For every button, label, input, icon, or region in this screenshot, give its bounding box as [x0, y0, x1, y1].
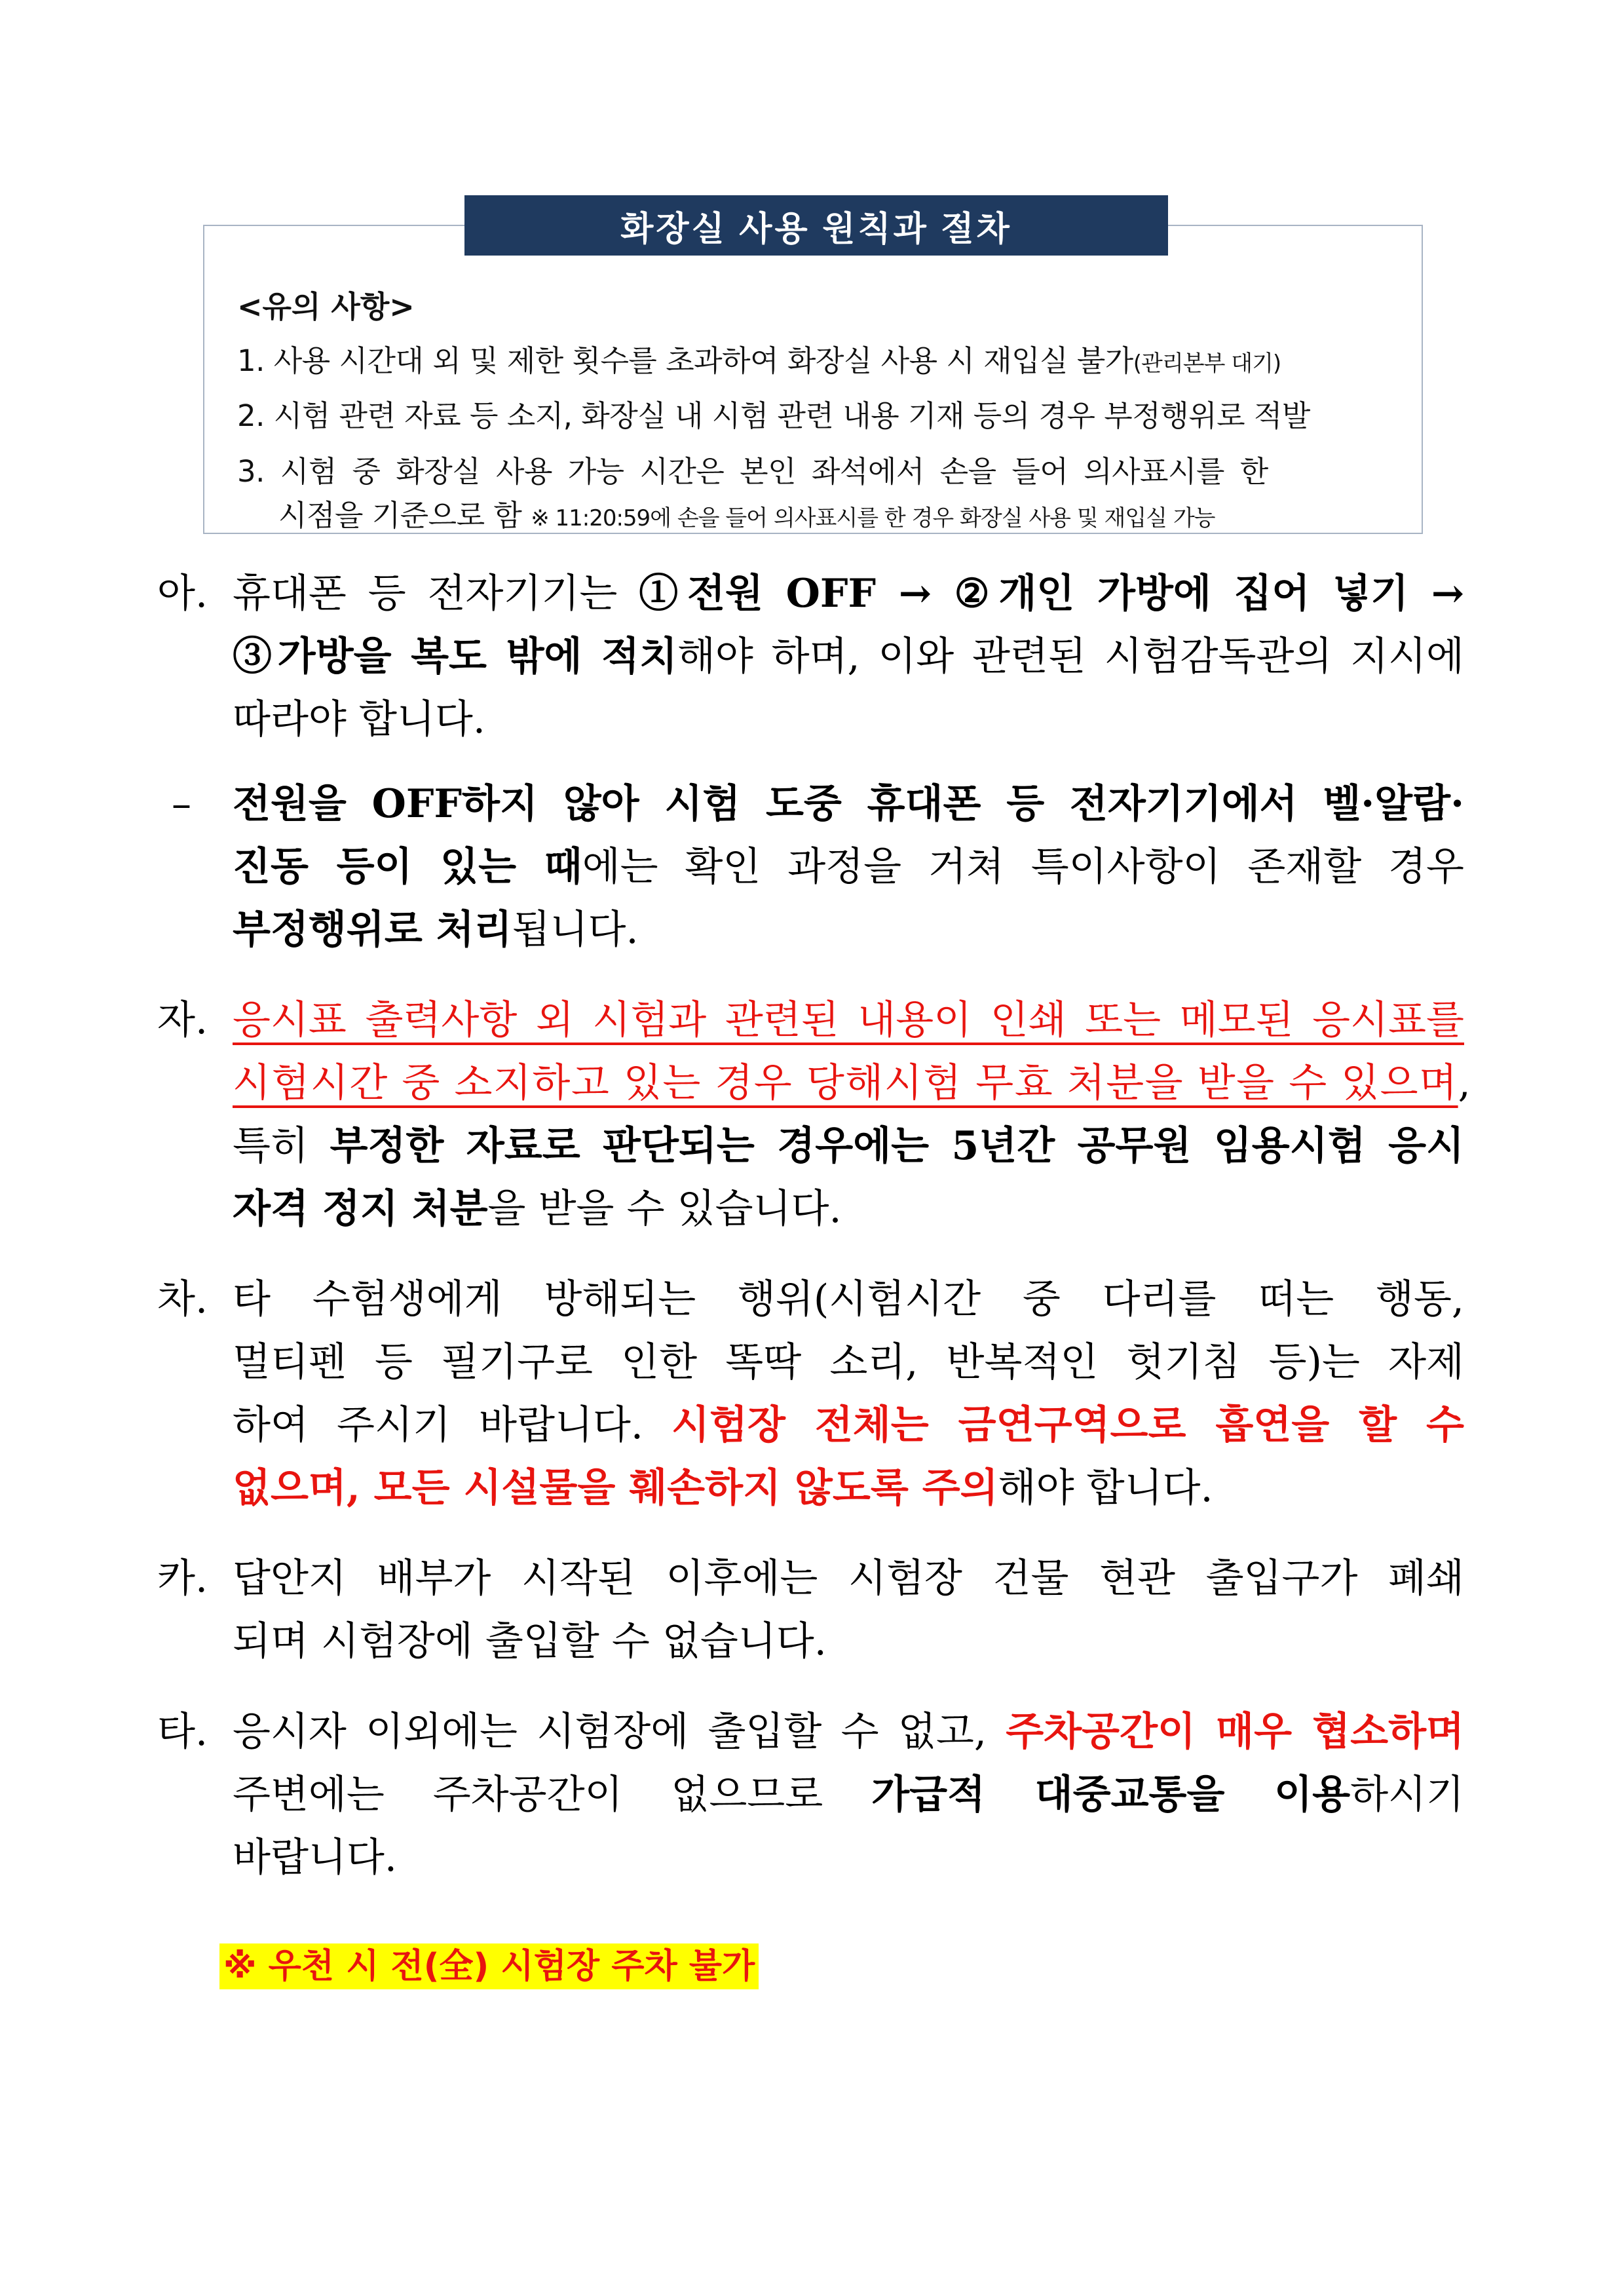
section-a-l1-bold: ①전원 OFF → ②개인 가방에 집어 넣기 →	[639, 571, 1464, 617]
section-ja-line-3	[233, 1122, 1464, 1170]
section-a-sub-l2-bold: 진동 등이 있는 때	[233, 844, 582, 890]
section-a-line-2	[233, 633, 1464, 680]
section-ja-l2-plain: ,	[1458, 1060, 1471, 1106]
section-ta-marker: 타.	[157, 1709, 208, 1755]
section-cha-line-2: 멀티펜 등 필기구로 인한 똑딱 소리, 반복적인 헛기침 등)는 자제	[233, 1339, 1464, 1385]
section-a-sub-line-2	[233, 843, 1464, 890]
notice-item-3-cont	[278, 491, 1215, 534]
section-ka-line-1: 답안지 배부가 시작된 이후에는 시험장 건물 현관 출입구가 폐쇄	[233, 1556, 1464, 1601]
section-ka-marker: 카.	[157, 1556, 208, 1601]
section-cha-line-4	[233, 1464, 1213, 1512]
section-cha-l4-red: 없으며, 모든 시설물을 훼손하지 않도록 주의	[233, 1465, 998, 1511]
section-ja-l4-bold: 자격 정지 처분	[233, 1186, 488, 1232]
notice-item-1-text: 1. 사용 시간대 외 및 제한 횟수를 초과하여 화장실 사용 시 재입실 불가	[237, 343, 1133, 378]
section-a-l2-plain: 해야 하며, 이와 관련된 시험감독관의 지시에	[677, 634, 1464, 679]
section-ja-l3-bold: 부정한 자료로 판단되는 경우에는 5년간 공무원 임용시험 응시	[330, 1123, 1464, 1169]
section-a-sub-line-1: 전원을 OFF하지 않아 시험 도중 휴대폰 등 전자기기에서 벨·알람·	[233, 781, 1464, 827]
section-a-sub-line-3	[233, 906, 639, 953]
section-ta-l2-bold: 가급적 대중교통을 이용	[871, 1772, 1351, 1818]
section-a-l2-bold: ③가방을 복도 밖에 적치	[233, 634, 677, 679]
notice-item-3-cont-text: 시점을 기준으로 함	[278, 498, 522, 533]
section-a-sub-marker: –	[172, 781, 191, 827]
section-a-sub-l2-plain: 에는 확인 과정을 거쳐 특이사항이 존재할 경우	[582, 844, 1464, 890]
section-ja-marker: 자.	[157, 997, 208, 1043]
section-ja-line-1: 응시표 출력사항 외 시험과 관련된 내용이 인쇄 또는 메모된 응시표를	[233, 997, 1464, 1043]
section-a-line-1	[233, 570, 1464, 617]
section-ta-line-2	[233, 1771, 1464, 1818]
section-a-sub-l3-bold: 부정행위로 처리	[233, 907, 512, 953]
section-ja-l4-plain: 을 받을 수 있습니다.	[487, 1186, 842, 1232]
section-ta-l1-plain: 응시자 이외에는 시험장에 출입할 수 없고,	[233, 1709, 1006, 1755]
section-ta-line-3: 바랍니다.	[233, 1835, 397, 1881]
section-ja-line-4	[233, 1185, 842, 1233]
section-cha-line-3	[233, 1402, 1464, 1449]
section-ja-l3-plain: 특히	[233, 1123, 330, 1169]
section-a-l1-plain: 휴대폰 등 전자기기는	[233, 571, 639, 617]
notice-heading: <유의 사항>	[237, 289, 415, 324]
section-cha-marker: 차.	[157, 1276, 208, 1322]
notice-item-2: 2. 시험 관련 자료 등 소지, 화장실 내 시험 관련 내용 기재 등의 경우 부정행위로 적발	[237, 398, 1310, 433]
section-ta-l1-red: 주차공간이 매우 협소하며	[1006, 1709, 1464, 1755]
section-ja-l2-red: 시험시간 중 소지하고 있는 경우 당해시험 무효 처분을 받을 수 있으며	[233, 1060, 1458, 1106]
section-a-line-3: 따라야 합니다.	[233, 697, 485, 742]
section-ta-l2-plain2: 하시기	[1350, 1772, 1464, 1818]
section-a-marker: 아.	[157, 571, 208, 617]
notice-item-1-small: (관리본부 대기)	[1133, 351, 1281, 377]
notice-title: 화장실 사용 원칙과 절차	[464, 195, 1168, 256]
section-ja-line-2	[233, 1060, 1471, 1107]
section-a-sub-l3-plain: 됩니다.	[512, 907, 639, 953]
section-cha-l3-plain: 하여 주시기 바랍니다.	[233, 1402, 672, 1448]
section-cha-line-1: 타 수험생에게 방해되는 행위(시험시간 중 다리를 떠는 행동,	[233, 1276, 1464, 1322]
notice-item-1	[237, 337, 1281, 379]
section-ta-line-1	[233, 1708, 1464, 1755]
section-cha-l4-plain: 해야 합니다.	[998, 1465, 1213, 1511]
section-ka-line-2: 되며 시험장에 출입할 수 없습니다.	[233, 1618, 827, 1664]
notice-item-3-small: ※ 11:20:59에 손을 들어 의사표시를 한 경우 화장실 사용 및 재입실 가능	[531, 505, 1215, 531]
section-ta-l2-plain: 주변에는 주차공간이 없으므로	[233, 1772, 872, 1818]
notice-item-3: 3. 시험 중 화장실 사용 가능 시간은 본인 좌석에서 손을 들어 의사표시를 한	[237, 454, 1268, 489]
parking-footnote: ※ 우천 시 전(全) 시험장 주차 불가	[219, 1943, 759, 1989]
section-cha-l3-red: 시험장 전체는 금연구역으로 흡연을 할 수	[671, 1402, 1464, 1448]
